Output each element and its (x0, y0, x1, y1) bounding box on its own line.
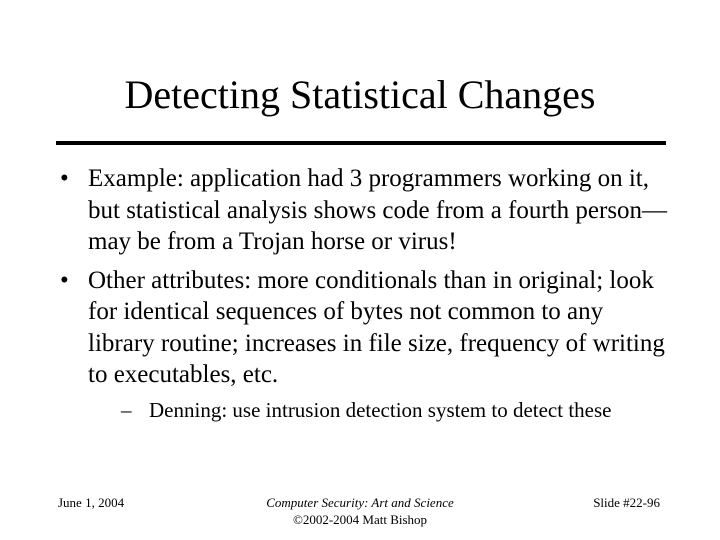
footer-date: June 1, 2004 (58, 495, 125, 510)
dash-marker-icon: – (121, 397, 132, 422)
slide-title: Detecting Statistical Changes (124, 72, 596, 117)
title-underline (56, 141, 666, 145)
footer-credit (210, 494, 510, 528)
sub-bullet-text: Denning: use intrusion detection system to detect these (149, 397, 612, 422)
bullet-marker-icon: • (60, 165, 69, 192)
bullet-item-other-attributes (58, 265, 668, 423)
sub-bullet-item-denning (121, 397, 668, 423)
bullet-text: Other attributes: more conditionals than in original; look for identical sequences of bytes not common to any library routine; increases in file size, frequency of writing to executables, etc. (88, 266, 665, 388)
footer-copyright: ©2002-2004 Matt Bishop (292, 512, 428, 527)
bullet-text: Example: application had 3 programmers working on it, but statistical analysis shows code from a fourth person—may be from a Trojan horse or virus! (88, 165, 668, 255)
bullet-marker-icon: • (60, 266, 69, 294)
bullet-item-example (58, 163, 668, 258)
bullet-list (58, 163, 668, 430)
footer-book-title: Computer Security: Art and Science (266, 495, 454, 510)
sub-bullet-list (88, 397, 668, 423)
footer-slide-number: Slide #22-96 (593, 495, 660, 510)
